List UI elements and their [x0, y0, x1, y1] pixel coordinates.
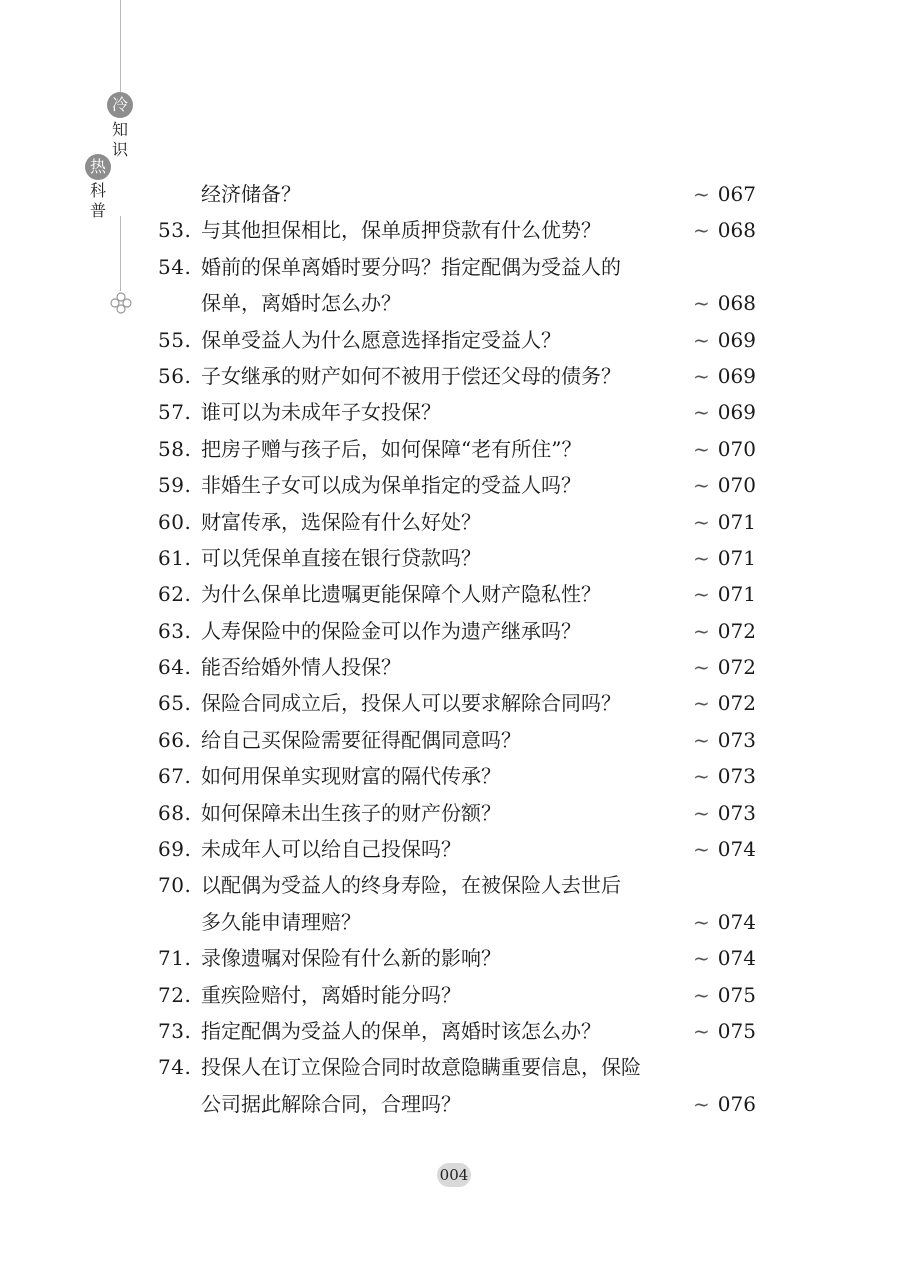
page-number: 070 — [717, 473, 756, 498]
page-tilde: ~ — [693, 691, 710, 716]
page-tilde: ~ — [693, 400, 710, 425]
page-number: 071 — [717, 509, 756, 534]
toc-number: 56. — [158, 363, 192, 388]
toc-line — [0, 795, 909, 831]
toc-page — [693, 795, 756, 831]
toc-line — [0, 358, 909, 394]
toc-number: 53. — [158, 218, 192, 243]
page-number: 069 — [717, 400, 756, 425]
page-number: 072 — [717, 618, 756, 643]
toc-line — [0, 1086, 909, 1122]
toc-line — [0, 940, 909, 976]
toc-number: 55. — [158, 327, 192, 352]
toc-title: 把房子赠与孩子后，如何保障“老有所住”？ — [201, 436, 582, 461]
toc-title: 如何用保单实现财富的隔代传承？ — [201, 764, 501, 789]
page-number: 074 — [717, 837, 756, 862]
page-number: 073 — [717, 800, 756, 825]
toc-line — [0, 831, 909, 867]
page-number: 073 — [717, 727, 756, 752]
page-tilde: ~ — [693, 218, 710, 243]
page-tilde: ~ — [693, 764, 710, 789]
toc-number: 73. — [158, 1018, 192, 1043]
page-tilde: ~ — [693, 946, 710, 971]
page-number: 074 — [717, 909, 756, 934]
page-tilde: ~ — [693, 182, 710, 206]
toc-line — [0, 1013, 909, 1049]
page-tilde: ~ — [693, 545, 710, 570]
toc-number: 71. — [158, 946, 192, 971]
side-header-char-5: 科 — [90, 181, 107, 200]
toc-line — [0, 394, 909, 430]
toc-page — [693, 758, 756, 794]
page-number: 071 — [717, 582, 756, 607]
toc-line — [0, 322, 909, 358]
toc-title: 未成年人可以给自己投保吗？ — [201, 837, 461, 862]
toc-line — [0, 613, 909, 649]
toc-title: 可以凭保单直接在银行贷款吗？ — [201, 545, 481, 570]
toc-page — [693, 1013, 756, 1049]
toc-number: 74. — [158, 1055, 192, 1080]
toc-number: 69. — [158, 837, 192, 862]
side-header-char-3: 识 — [112, 140, 129, 159]
page-tilde: ~ — [693, 1018, 710, 1043]
page-tilde: ~ — [693, 436, 710, 461]
page-tilde: ~ — [693, 837, 710, 862]
toc-page — [693, 576, 756, 612]
toc-title: 投保人在订立保险合同时故意隐瞒重要信息，保险 — [201, 1055, 641, 1080]
toc-page — [693, 649, 756, 685]
toc-number: 64. — [158, 655, 192, 680]
toc-title: 多久能申请理赔？ — [201, 909, 361, 934]
toc-title: 非婚生子女可以成为保单指定的受益人吗？ — [201, 473, 581, 498]
toc-line — [0, 467, 909, 503]
toc-page — [693, 904, 756, 940]
page-tilde: ~ — [693, 473, 710, 498]
page-number: 071 — [717, 545, 756, 570]
toc-number: 65. — [158, 691, 192, 716]
page-number: 072 — [717, 691, 756, 716]
toc-page — [693, 977, 756, 1013]
toc-number: 68. — [158, 800, 192, 825]
toc-title: 谁可以为未成年子女投保？ — [201, 400, 441, 425]
toc-page — [693, 394, 756, 430]
toc-line — [0, 904, 909, 940]
toc-line — [0, 212, 909, 248]
toc-page — [693, 1086, 756, 1122]
toc-line — [0, 504, 909, 540]
page-number: 075 — [717, 1018, 756, 1043]
toc-line — [0, 685, 909, 721]
toc-title: 以配偶为受益人的终身寿险，在被保险人去世后 — [201, 873, 621, 898]
toc-page — [693, 940, 756, 976]
toc-page — [693, 540, 756, 576]
page-number: 072 — [717, 655, 756, 680]
page-number: 067 — [717, 182, 756, 206]
toc-line — [0, 722, 909, 758]
page-number: 076 — [717, 1091, 756, 1116]
toc-line — [0, 758, 909, 794]
toc-line — [0, 576, 909, 612]
toc-title: 婚前的保单离婚时要分吗？指定配偶为受益人的 — [201, 254, 621, 279]
side-header-char-6: 普 — [90, 201, 107, 220]
toc-line — [0, 977, 909, 1013]
toc-page — [693, 467, 756, 503]
page-tilde: ~ — [693, 363, 710, 388]
toc-title: 与其他担保相比，保单质押贷款有什么优势？ — [201, 218, 601, 243]
toc-line — [0, 540, 909, 576]
toc-page — [693, 831, 756, 867]
page-number: 075 — [717, 982, 756, 1007]
page-number: 068 — [717, 218, 756, 243]
toc-number: 60. — [158, 509, 192, 534]
toc-title: 能否给婚外情人投保？ — [201, 655, 401, 680]
toc-page — [693, 322, 756, 358]
toc-number: 66. — [158, 727, 192, 752]
side-header-seal-1: 冷 — [107, 92, 133, 118]
toc-number: 59. — [158, 473, 192, 498]
toc-number: 57. — [158, 400, 192, 425]
page-tilde: ~ — [693, 1091, 710, 1116]
toc-title: 给自己买保险需要征得配偶同意吗？ — [201, 727, 521, 752]
page-tilde: ~ — [693, 291, 710, 316]
toc-number: 70. — [158, 873, 192, 898]
page-number: 074 — [717, 946, 756, 971]
toc-number: 54. — [158, 254, 192, 279]
toc-page — [693, 358, 756, 394]
page-tilde: ~ — [693, 509, 710, 534]
toc-number: 61. — [158, 545, 192, 570]
toc-page — [693, 613, 756, 649]
page-tilde: ~ — [693, 982, 710, 1007]
toc-title: 保险合同成立后，投保人可以要求解除合同吗？ — [201, 691, 621, 716]
toc-line — [0, 649, 909, 685]
page-number: 069 — [717, 363, 756, 388]
toc-page — [693, 212, 756, 248]
toc-title: 保单，离婚时怎么办？ — [201, 291, 401, 316]
page-tilde: ~ — [693, 655, 710, 680]
toc-line — [0, 431, 909, 467]
toc-title: 人寿保险中的保险金可以作为遗产继承吗？ — [201, 618, 581, 643]
page-tilde: ~ — [693, 909, 710, 934]
page-tilde: ~ — [693, 582, 710, 607]
toc-title: 经济储备？ — [201, 182, 301, 206]
toc-title: 保单受益人为什么愿意选择指定受益人？ — [201, 327, 561, 352]
toc-page — [693, 685, 756, 721]
toc-line — [0, 249, 909, 285]
toc-page — [693, 176, 756, 212]
page-tilde: ~ — [693, 327, 710, 352]
toc-line — [0, 176, 909, 212]
table-of-contents — [0, 176, 909, 1122]
page-number: 070 — [717, 436, 756, 461]
toc-page — [693, 285, 756, 321]
toc-line — [0, 1049, 909, 1085]
margin-rule-top — [120, 0, 121, 92]
page-number: 069 — [717, 327, 756, 352]
page-number: 068 — [717, 291, 756, 316]
page-tilde: ~ — [693, 727, 710, 752]
toc-title: 公司据此解除合同，合理吗？ — [201, 1091, 461, 1116]
page-tilde: ~ — [693, 618, 710, 643]
toc-number: 58. — [158, 436, 192, 461]
toc-number: 63. — [158, 618, 192, 643]
toc-title: 指定配偶为受益人的保单，离婚时该怎么办？ — [201, 1018, 601, 1043]
toc-title: 录像遗嘱对保险有什么新的影响？ — [201, 946, 501, 971]
page-number: 073 — [717, 764, 756, 789]
toc-title: 为什么保单比遗嘱更能保障个人财产隐私性？ — [201, 582, 601, 607]
toc-title: 财富传承，选保险有什么好处？ — [201, 509, 481, 534]
toc-title: 如何保障未出生孩子的财产份额？ — [201, 800, 501, 825]
side-header-seal-2: 热 — [85, 154, 111, 180]
toc-number: 62. — [158, 582, 192, 607]
page-tilde: ~ — [693, 800, 710, 825]
toc-title: 重疾险赔付，离婚时能分吗？ — [201, 982, 461, 1007]
toc-title: 子女继承的财产如何不被用于偿还父母的债务？ — [201, 363, 621, 388]
toc-line — [0, 867, 909, 903]
page-folio: 004 — [437, 1163, 471, 1187]
toc-page — [693, 722, 756, 758]
toc-page — [693, 431, 756, 467]
toc-number: 72. — [158, 982, 192, 1007]
toc-page — [693, 504, 756, 540]
side-header-char-2: 知 — [112, 120, 129, 139]
toc-line — [0, 285, 909, 321]
toc-number: 67. — [158, 764, 192, 789]
